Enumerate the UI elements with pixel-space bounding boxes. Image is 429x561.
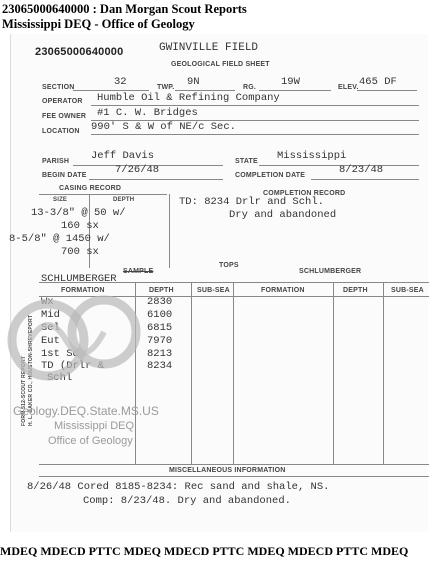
top-formation: 1st Sd [41,348,79,360]
twp-value: 9N [187,76,200,88]
twp-label: TWP. [157,84,175,91]
schlumberger-header: SCHLUMBERGER [299,268,362,275]
tops-label: TOPS [219,262,239,269]
operator-label: OPERATOR [42,98,83,105]
rg-label: RG. [243,84,257,91]
top-depth: 8234 [147,360,173,372]
section-underline [73,90,149,91]
casing-record-label: CASING RECORD [59,185,122,192]
operator-value: Humble Oil & Refining Company [97,92,280,104]
elev-underline [357,90,417,91]
top-formation: Wx [41,296,54,308]
section-value: 32 [114,76,127,88]
formation-col-2: FORMATION [261,287,305,294]
tops-divider-3 [233,282,234,464]
formation-col-1: FORMATION [61,287,105,294]
tops-typed-heading: SCHLUMBERGER [41,273,117,285]
field-name: GWINVILLE FIELD [159,42,259,54]
top-formation: Mid [41,309,60,321]
completion-date-underline [311,179,419,180]
sample-label: SAMPLE [123,268,154,275]
misc-line-1: 8/26/48 Cored 8185-8234: Rec sand and shale, NS. [27,481,330,493]
top-depth: 2830 [147,296,173,308]
completion-date-label: COMPLETION DATE [235,172,306,179]
form-note-2: H. L. BAKER CO., HOUSTON-SHREVEPORT [28,314,34,426]
report-title: 23065000640000 : Dan Morgan Scout Reports [2,2,247,16]
state-label: STATE [235,158,258,165]
casing-2: 8-5/8" @ 1450 w/ [9,233,110,245]
top-formation: Schl [47,372,73,384]
rg-value: 19W [281,76,300,88]
watermark-line-1: Mississippi DEQ [54,420,135,432]
casing-depth-label: DEPTH [113,197,135,203]
completion-record-label: COMPLETION RECORD [263,190,346,197]
top-depth: 6815 [147,322,173,334]
misc-rule-header [39,476,429,477]
begin-date-label: BEGIN DATE [42,172,87,179]
operator-underline [91,105,419,106]
top-depth: 6100 [147,309,173,321]
completion-line-1: TD: 8234 Drlr and Schl. [179,196,324,208]
watermark-site: Geology.DEQ.State.MS.US [13,404,159,418]
subsea-col-2: SUB-SEA [391,287,424,294]
casing-right-border [169,194,170,268]
depth-col-2: DEPTH [343,287,368,294]
location-label: LOCATION [42,128,80,135]
twp-underline [175,90,235,91]
top-depth: 7970 [147,335,173,347]
fee-owner-label: FEE OWNER [42,113,87,120]
sheet-title: GEOLOGICAL FIELD SHEET [171,61,270,68]
report-subtitle: Mississippi DEQ - Office of Geology [2,17,195,31]
misc-rule-top [39,464,429,465]
watermark-line-2: Office of Geology [48,435,133,447]
misc-line-2: Comp: 8/23/48. Dry and abandoned. [83,495,291,507]
parish-label: PARISH [42,158,70,165]
depth-col-1: DEPTH [149,287,174,294]
footer-strip: MDEQ MDECD PTTC MDEQ MDECD PTTC MDEQ MDECD PTTC MDEQ [0,544,409,558]
elev-value: 465 DF [359,76,397,88]
casing-1b: 160 sx [61,220,99,232]
section-label: SECTION [42,84,75,91]
top-depth: 8213 [147,348,173,360]
completion-date-value: 8/23/48 [339,164,384,176]
tops-divider-5 [383,282,384,464]
top-formation: Eut [41,335,60,347]
location-underline [91,134,419,135]
begin-date-underline [89,179,223,180]
casing-record-rule [39,194,167,195]
misc-info-label: MISCELLANEOUS INFORMATION [169,467,286,474]
top-formation: TD (Drlr & [41,360,105,372]
casing-size-label: SIZE [53,197,68,203]
api-number: 23065000640000 [35,46,124,58]
fee-owner-value: #1 C. W. Bridges [97,107,198,119]
casing-2b: 700 sx [61,246,99,258]
rg-underline [259,90,331,91]
form-note-1: FORM 512-SCOUT REPORT [21,355,27,426]
location-value: 990' S & W of NE/c Sec. [91,121,236,133]
tops-divider-2 [191,282,192,464]
completion-line-2: Dry and abandoned [229,209,337,221]
begin-date-value: 7/26/48 [115,164,160,176]
state-value: Mississippi [277,150,347,162]
tops-divider-4 [333,282,334,464]
mdeq-watermark-logo [0,270,160,420]
subsea-col-1: SUB-SEA [197,287,230,294]
elev-label: ELEV. [338,84,359,91]
parish-value: Jeff Davis [91,150,155,162]
casing-1: 13-3/8" @ 50 w/ [31,207,126,219]
top-formation: Sel [41,322,60,334]
